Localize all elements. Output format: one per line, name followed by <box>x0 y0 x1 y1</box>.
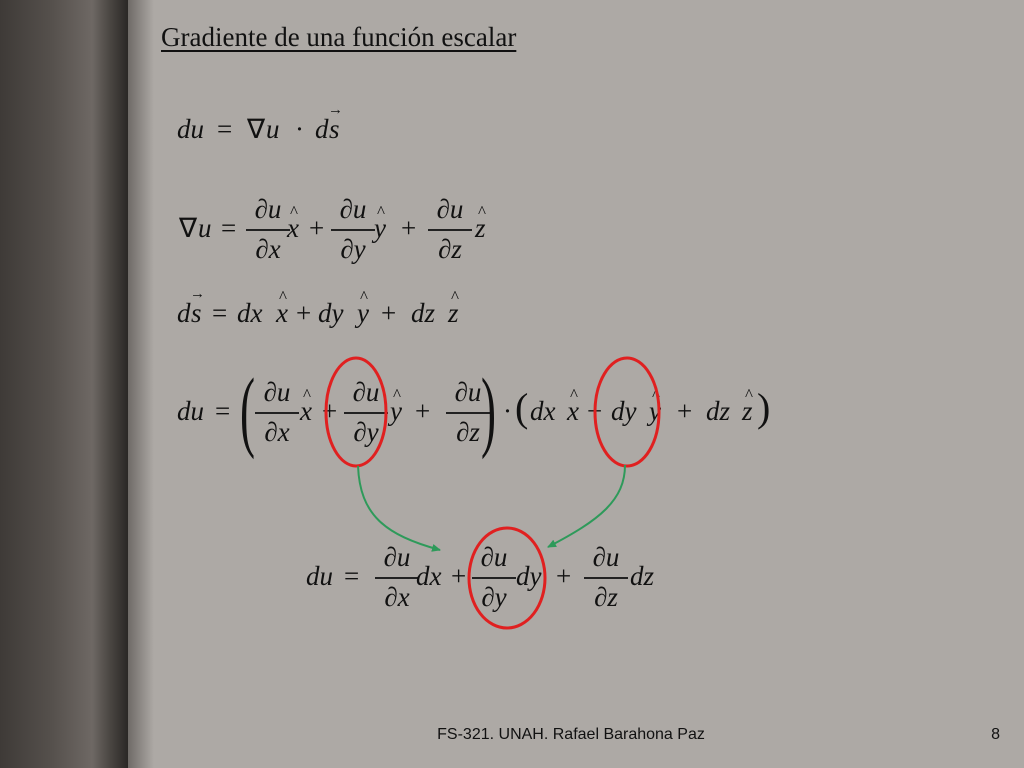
eq4-plus-2: + <box>415 396 431 426</box>
eq3-d: d <box>177 298 191 328</box>
eq4-plus-3: + <box>587 396 603 426</box>
eq4-yhat-2: y ^ <box>649 398 661 425</box>
frac-num: ∂u <box>254 194 282 224</box>
eq4-yhat: y ^ <box>390 398 402 425</box>
frac-num: ∂u <box>436 194 464 224</box>
eq3-dy: dy <box>318 298 344 328</box>
eq1-dot: · <box>295 114 304 144</box>
eq1-ds-d: d <box>315 114 329 144</box>
eq1-ds-s: s → <box>329 116 340 143</box>
eq3-plus-1: + <box>296 298 312 328</box>
eq5-dz: dz <box>630 561 655 591</box>
eq4-paren-open-2: ( <box>515 385 529 430</box>
arrow-right <box>548 465 625 547</box>
eq4-xhat: x ^ <box>300 398 312 425</box>
eq3-s: s → <box>191 300 202 327</box>
arrow-left <box>358 466 440 550</box>
eq2-equals: = <box>221 213 237 243</box>
eq4-plus-1: + <box>322 396 338 426</box>
eq4-xhat-2: x ^ <box>567 398 579 425</box>
eq4-paren-close-2: ) <box>757 385 771 430</box>
eq3-equals: = <box>212 298 228 328</box>
eq2-plus-1: + <box>309 213 325 243</box>
eq5-plus-1: + <box>451 561 467 591</box>
frac-num: ∂u <box>339 194 367 224</box>
eq1-equals: = <box>217 114 233 144</box>
frac-num: ∂u <box>592 542 620 572</box>
eq4-dy: dy <box>611 396 637 426</box>
eq2-nabla: ∇ <box>179 213 198 243</box>
eq5-dy: dy <box>516 561 542 591</box>
eq1-u: u <box>266 114 280 144</box>
eq2-u: u <box>198 213 212 243</box>
eq3-plus-2: + <box>381 298 397 328</box>
eq4-equals: = <box>215 396 231 426</box>
eq1-lhs: du <box>177 114 204 144</box>
frac-den: ∂x <box>384 582 410 612</box>
eq4-dz: dz <box>706 396 731 426</box>
frac-den: ∂y <box>353 417 379 447</box>
frac-den: ∂x <box>264 417 290 447</box>
eq2-plus-2: + <box>401 213 417 243</box>
eq5-dx: dx <box>416 561 442 591</box>
highlight-circle-left <box>326 358 386 466</box>
eq5-plus-2: + <box>556 561 572 591</box>
frac-den: ∂y <box>340 234 366 264</box>
eq2-zhat: z ^ <box>475 215 486 242</box>
eq2-xhat: x ^ <box>287 215 299 242</box>
frac-den: ∂z <box>456 417 480 447</box>
frac-num: ∂u <box>352 377 380 407</box>
eq5-equals: = <box>344 561 360 591</box>
eq4-dot: · <box>503 396 512 426</box>
highlight-circle-bottom <box>469 528 545 628</box>
frac-num: ∂u <box>263 377 291 407</box>
eq5-lhs: du <box>306 561 333 591</box>
eq3-yhat: y ^ <box>357 300 369 327</box>
frac-num: ∂u <box>454 377 482 407</box>
frac-num: ∂u <box>480 542 508 572</box>
slide-footer: FS-321. UNAH. Rafael Barahona Paz <box>437 726 705 743</box>
eq1-nabla: ∇ <box>247 114 266 144</box>
eq4-dx: dx <box>530 396 556 426</box>
frac-den: ∂x <box>255 234 281 264</box>
frac-num: ∂u <box>383 542 411 572</box>
eq3-dx: dx <box>237 298 263 328</box>
eq4-plus-4: + <box>677 396 693 426</box>
frac-den: ∂z <box>594 582 618 612</box>
eq2-yhat: y ^ <box>374 215 386 242</box>
eq4-paren-close: ) <box>481 361 496 460</box>
eq3-zhat: z ^ <box>448 300 459 327</box>
highlight-circle-right <box>595 358 659 466</box>
page-number: 8 <box>991 726 1000 743</box>
eq3-dz: dz <box>411 298 436 328</box>
slide-title: Gradiente de una función escalar <box>161 22 517 52</box>
frac-den: ∂z <box>438 234 462 264</box>
eq4-lhs: du <box>177 396 204 426</box>
frac-den: ∂y <box>481 582 507 612</box>
eq4-zhat-2: z ^ <box>742 398 753 425</box>
eq3-xhat: x ^ <box>276 300 288 327</box>
eq4-paren-open: ( <box>240 361 255 460</box>
